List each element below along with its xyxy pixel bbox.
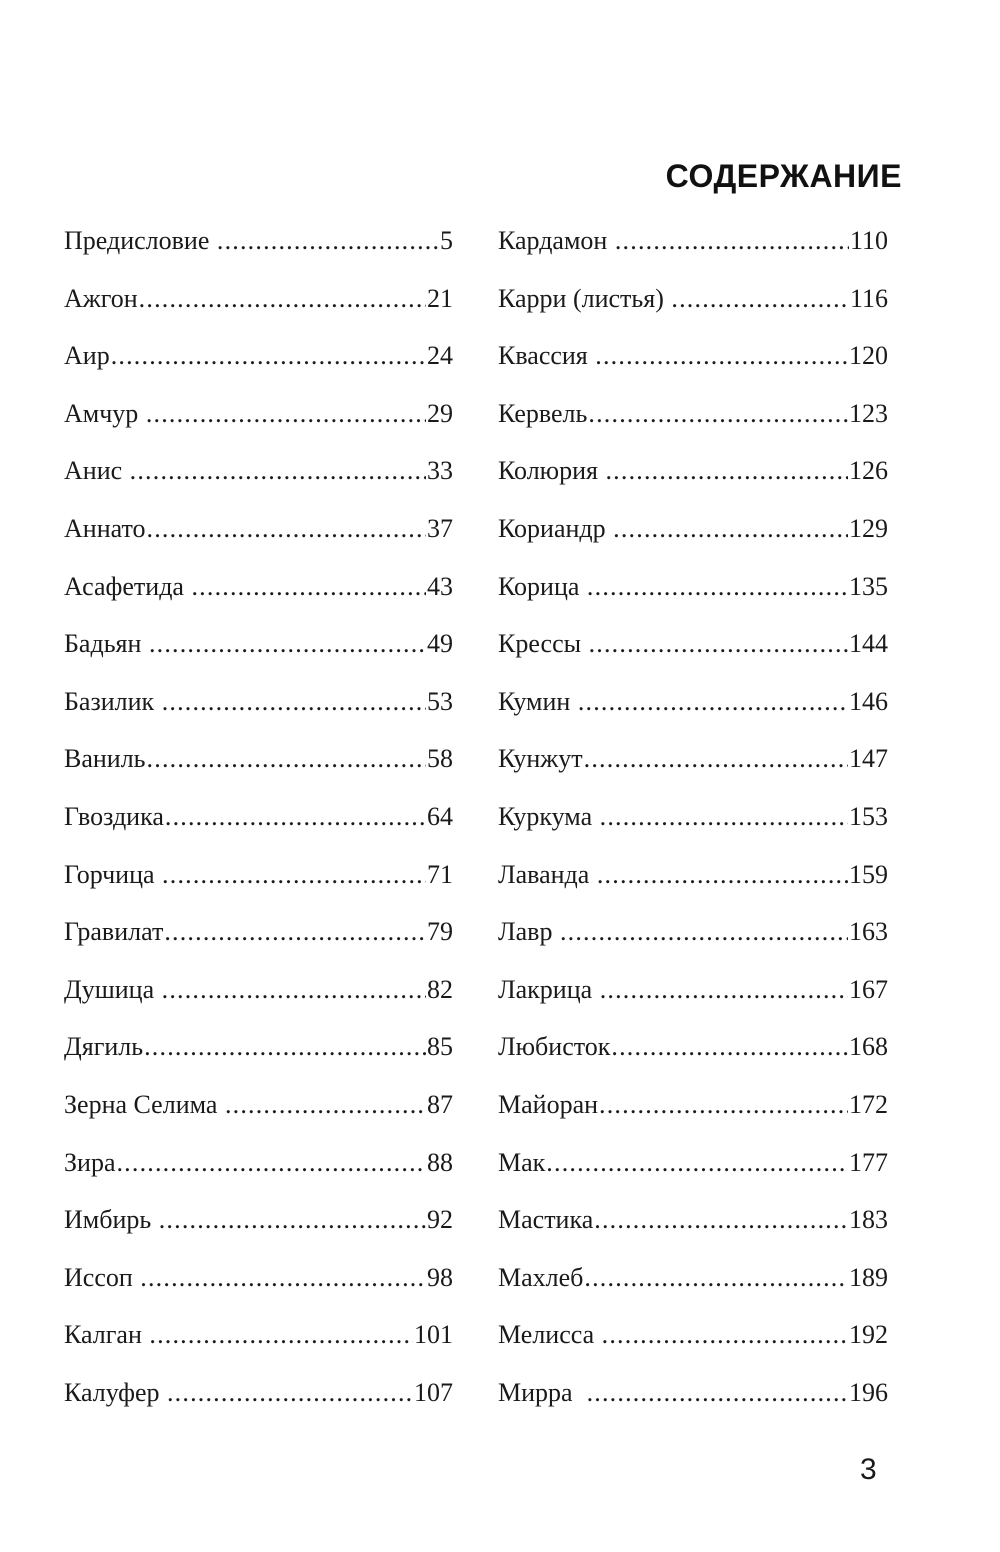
toc-entry-name: Предисловие	[64, 226, 216, 255]
toc-entry-page: 172	[849, 1089, 888, 1119]
toc-entry-page: 21	[427, 283, 453, 313]
toc-entry-name: Ажгон	[64, 283, 138, 313]
toc-entry-name: Кардамон	[498, 226, 614, 255]
toc-entry-name: Колюрия	[498, 456, 605, 486]
toc-entry-page: 153	[849, 801, 888, 831]
dot-leader	[615, 219, 849, 263]
toc-entry-name: Дягиль	[64, 1032, 144, 1062]
toc-entry-page: 177	[849, 1147, 888, 1177]
toc-entry-page: 163	[849, 917, 888, 947]
toc-entry-page: 167	[849, 974, 888, 1004]
toc-entry-page: 120	[849, 341, 888, 371]
toc-entry-page: 49	[427, 629, 453, 659]
page-number: 3	[860, 1453, 877, 1486]
toc-entry-name: Кумин	[498, 686, 577, 716]
toc-entry-page: 29	[427, 398, 453, 428]
toc-entry-name: Крессы	[498, 629, 588, 659]
toc-entry-name: Лавр	[498, 917, 559, 947]
toc-entry[interactable]	[64, 277, 453, 335]
dot-leader	[613, 507, 848, 551]
toc-entry-name: Квассия	[498, 341, 595, 371]
dot-leader	[130, 449, 426, 493]
toc-entry-page: 71	[427, 859, 453, 889]
toc-entry-page: 58	[427, 744, 453, 774]
toc-entry-name: Мастика	[498, 1205, 594, 1235]
dot-leader	[149, 1313, 413, 1357]
toc-entry[interactable]	[64, 219, 453, 277]
toc-entry-name: Анис	[64, 456, 129, 486]
dot-leader	[602, 1313, 848, 1357]
dot-leader	[116, 1141, 426, 1185]
toc-entry-page: 146	[849, 686, 888, 716]
dot-leader	[671, 277, 849, 321]
toc-entry-page: 196	[849, 1377, 888, 1407]
toc-entry-name: Гравилат	[64, 917, 164, 947]
toc-entry-page: 82	[427, 974, 453, 1004]
toc-entry[interactable]	[64, 1083, 453, 1141]
dot-leader	[584, 737, 848, 781]
toc-entry[interactable]	[498, 1256, 888, 1314]
toc-entry-name: Корица	[498, 571, 586, 601]
toc-entry-name: Асафетида	[64, 571, 191, 601]
toc-entry-page: 147	[849, 744, 888, 774]
toc-entry-name: Аир	[64, 341, 110, 371]
toc-entry-page: 101	[414, 1320, 453, 1350]
toc-entry[interactable]	[64, 680, 453, 738]
toc-entry-name: Мелисса	[498, 1320, 601, 1350]
dot-leader	[191, 565, 426, 609]
toc-entry[interactable]	[64, 853, 453, 911]
toc-entry-page: 33	[427, 456, 453, 486]
dot-leader	[147, 507, 427, 551]
dot-leader	[578, 680, 848, 724]
toc-entry[interactable]	[498, 1141, 888, 1199]
dot-leader	[111, 334, 426, 378]
toc-entry-name: Калган	[64, 1320, 149, 1350]
toc-entry-name: Карри (листья)	[498, 283, 671, 313]
page-title: СОДЕРЖАНИЕ	[665, 158, 902, 194]
toc-entry-name: Куркума	[498, 801, 599, 831]
toc-entry-name: Кунжут	[498, 744, 583, 774]
toc-entry-name: Бадьян	[64, 629, 148, 659]
toc-entry[interactable]	[64, 1141, 453, 1199]
toc-entry-page: 126	[849, 456, 888, 486]
dot-leader	[599, 1083, 848, 1127]
toc-entry-page: 92	[427, 1205, 453, 1235]
toc-column-left	[64, 219, 453, 1428]
toc-entry[interactable]	[64, 737, 453, 795]
toc-entry[interactable]	[498, 737, 888, 795]
toc-entry-page: 98	[427, 1262, 453, 1292]
toc-entry-page: 144	[849, 629, 888, 659]
toc-entry-name: Амчур	[64, 398, 145, 428]
toc-entry-name: Лакрица	[498, 974, 599, 1004]
toc-entry[interactable]	[498, 1083, 888, 1141]
dot-leader	[600, 968, 848, 1012]
toc-entry[interactable]	[498, 1313, 888, 1371]
dot-leader	[589, 622, 848, 666]
dot-leader	[147, 737, 426, 781]
toc-entry-page: 110	[849, 226, 888, 255]
toc-entry-page: 159	[849, 859, 888, 889]
toc-entry-page: 53	[427, 686, 453, 716]
toc-entry-name: Калуфер	[64, 1377, 166, 1407]
toc-entry-page: 129	[849, 513, 888, 543]
toc-entry-name: Зира	[64, 1147, 116, 1177]
toc-entry[interactable]	[498, 910, 888, 968]
toc-entry[interactable]	[64, 507, 453, 565]
toc-entry[interactable]	[64, 1371, 453, 1429]
dot-leader	[167, 1371, 413, 1415]
toc-entry-name: Имбирь	[64, 1205, 158, 1235]
toc-entry[interactable]	[64, 622, 453, 680]
toc-entry-page: 107	[414, 1377, 453, 1407]
toc-entry-name: Кервель	[498, 398, 588, 428]
toc-entry-name: Майоран	[498, 1089, 599, 1119]
dot-leader	[162, 853, 426, 897]
dot-leader	[139, 277, 426, 321]
toc-entry-name: Иссоп	[64, 1262, 140, 1292]
dot-leader	[164, 910, 426, 954]
dot-leader	[165, 795, 426, 839]
toc-entry-name: Горчица	[64, 859, 162, 889]
toc-entry-page: 116	[849, 283, 888, 313]
dot-leader	[584, 1256, 848, 1300]
dot-leader	[611, 1025, 848, 1069]
toc-entry-name: Мак	[498, 1147, 546, 1177]
toc-entry-page: 135	[849, 571, 888, 601]
dot-leader	[597, 853, 848, 897]
dot-leader	[587, 565, 848, 609]
toc-entry[interactable]	[64, 392, 453, 450]
dot-leader	[162, 968, 426, 1012]
toc-entry[interactable]	[498, 507, 888, 565]
dot-leader	[560, 910, 848, 954]
toc-entry-name: Ваниль	[64, 744, 146, 774]
toc-entry[interactable]	[498, 622, 888, 680]
dot-leader	[162, 680, 426, 724]
toc-entry-page: 88	[427, 1147, 453, 1177]
dot-leader	[587, 1371, 848, 1415]
dot-leader	[600, 795, 848, 839]
toc-entry-name: Базилик	[64, 686, 161, 716]
toc-entry-name: Аннато	[64, 513, 146, 543]
toc-entry-page: 79	[427, 917, 453, 947]
toc-entry-page: 189	[849, 1262, 888, 1292]
toc-entry-page: 64	[427, 801, 453, 831]
toc-entry-name: Гвоздика	[64, 801, 164, 831]
toc-entry-name: Кориандр	[498, 513, 613, 543]
toc-entry-name: Махлеб	[498, 1262, 584, 1292]
toc-entry[interactable]	[498, 219, 888, 277]
dot-leader	[159, 1198, 426, 1242]
toc-entry[interactable]	[64, 1313, 453, 1371]
toc-entry[interactable]	[64, 910, 453, 968]
toc-entry-page: 87	[427, 1089, 453, 1119]
dot-leader	[605, 449, 848, 493]
toc-column-right	[498, 219, 888, 1428]
toc-entry-page: 43	[427, 571, 453, 601]
toc-entry[interactable]	[498, 853, 888, 911]
toc-entry-page: 183	[849, 1205, 888, 1235]
toc-entry[interactable]	[498, 1198, 888, 1256]
toc-entry-page: 24	[427, 341, 453, 371]
dot-leader	[146, 392, 426, 436]
toc-entry[interactable]	[64, 1256, 453, 1314]
toc-entry-name: Любисток	[498, 1032, 611, 1062]
toc-entry[interactable]	[64, 565, 453, 623]
toc-entry-name: Душица	[64, 974, 161, 1004]
toc-entry[interactable]	[498, 277, 888, 335]
toc-entry-name: Лаванда	[498, 859, 596, 889]
toc-entry[interactable]	[64, 795, 453, 853]
toc-entry-name: Зерна Селима	[64, 1089, 224, 1119]
dot-leader	[594, 1198, 848, 1242]
toc-entry-page: 168	[849, 1032, 888, 1062]
toc-entry[interactable]	[498, 334, 888, 392]
toc-entry-page: 123	[849, 398, 888, 428]
toc-entry[interactable]	[498, 680, 888, 738]
toc-entry[interactable]	[498, 1371, 888, 1429]
toc-entry[interactable]	[498, 449, 888, 507]
dot-leader	[595, 334, 848, 378]
dot-leader	[588, 392, 848, 436]
dot-leader	[149, 622, 426, 666]
dot-leader	[144, 1025, 426, 1069]
toc-entry[interactable]	[498, 795, 888, 853]
dot-leader	[217, 219, 439, 263]
toc-entry-page: 37	[427, 513, 453, 543]
toc-entry-page: 5	[440, 226, 453, 255]
toc-entry-page: 85	[427, 1032, 453, 1062]
dot-leader	[140, 1256, 426, 1300]
toc-entry[interactable]	[64, 1198, 453, 1256]
toc-entry[interactable]	[64, 334, 453, 392]
toc-entry[interactable]	[498, 1025, 888, 1083]
toc-entry[interactable]	[498, 565, 888, 623]
toc-entry[interactable]	[64, 1025, 453, 1083]
dot-leader	[546, 1141, 848, 1185]
toc-entry[interactable]	[498, 968, 888, 1026]
toc-entry[interactable]	[498, 392, 888, 450]
toc-entry[interactable]	[64, 968, 453, 1026]
dot-leader	[225, 1083, 426, 1127]
toc-entry[interactable]	[64, 449, 453, 507]
toc-entry-page: 192	[849, 1320, 888, 1350]
toc-entry-name: Мирра	[498, 1377, 586, 1407]
